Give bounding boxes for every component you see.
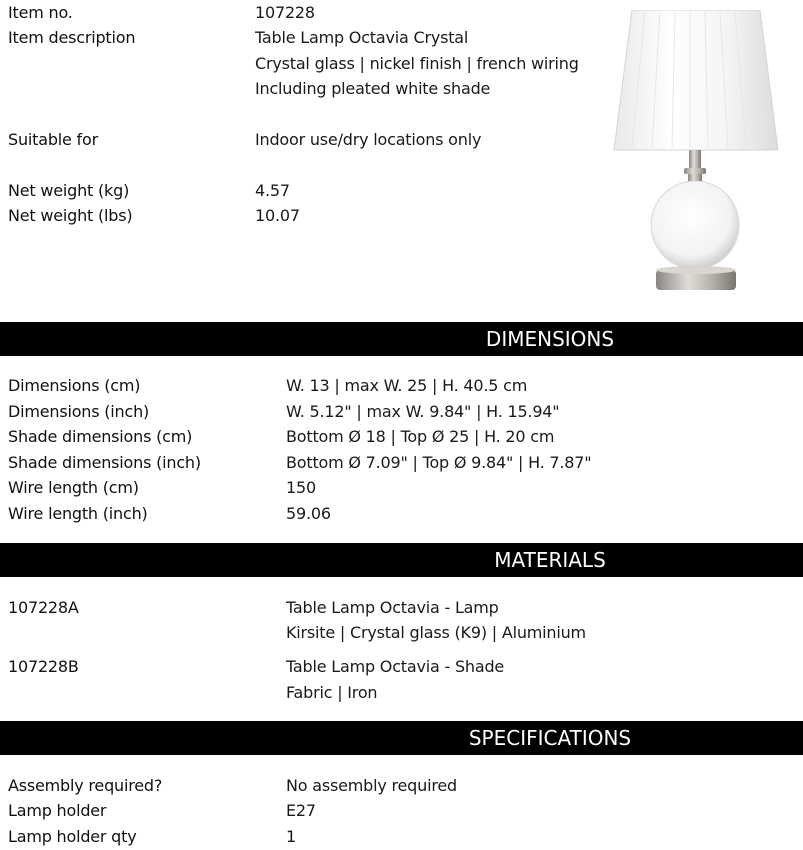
dimension-row-value: W. 5.12" | max W. 9.84" | H. 15.94" [286, 402, 560, 421]
spec-row-value: E27 [286, 801, 316, 820]
dimension-row-label: Shade dimensions (inch) [8, 453, 201, 472]
net-weight-kg-value: 4.57 [255, 181, 290, 200]
net-weight-lbs-label: Net weight (lbs) [8, 206, 133, 225]
item-description-line: Including pleated white shade [255, 79, 491, 98]
dimension-row-value: 59.06 [286, 504, 331, 523]
dimension-row-value: W. 13 | max W. 25 | H. 40.5 cm [286, 376, 528, 395]
dimension-row-label: Wire length (inch) [8, 504, 148, 523]
spec-row-label: Lamp holder qty [8, 827, 137, 846]
item-no-value: 107228 [255, 3, 315, 22]
material-code: 107228B [8, 657, 79, 676]
item-description-line: Table Lamp Octavia Crystal [255, 28, 469, 47]
dimension-row-value: 150 [286, 478, 316, 497]
spec-row-label: Lamp holder [8, 801, 107, 820]
dimension-row-label: Dimensions (inch) [8, 402, 150, 421]
material-code: 107228A [8, 598, 79, 617]
dimensions-section-header [0, 322, 803, 356]
dimension-row-value: Bottom Ø 7.09" | Top Ø 9.84" | H. 7.87" [286, 453, 592, 472]
dimension-row-value: Bottom Ø 18 | Top Ø 25 | H. 20 cm [286, 427, 555, 446]
materials-section-header [0, 543, 803, 577]
spec-row-value: No assembly required [286, 776, 457, 795]
material-line: Fabric | Iron [286, 683, 378, 702]
product-image-lamp [610, 10, 782, 300]
item-no-label: Item no. [8, 3, 73, 22]
suitable-for-label: Suitable for [8, 130, 98, 149]
materials-heading: MATERIALS [494, 548, 606, 572]
dimension-row-label: Wire length (cm) [8, 478, 139, 497]
suitable-for-value: Indoor use/dry locations only [255, 130, 482, 149]
material-line: Table Lamp Octavia - Shade [286, 657, 505, 676]
dimensions-heading: DIMENSIONS [485, 327, 615, 351]
dimension-row-label: Dimensions (cm) [8, 376, 141, 395]
specifications-heading: SPECIFICATIONS [468, 726, 632, 750]
net-weight-kg-label: Net weight (kg) [8, 181, 130, 200]
item-description-label: Item description [8, 28, 136, 47]
net-weight-lbs-value: 10.07 [255, 206, 300, 225]
spec-row-label: Assembly required? [8, 776, 163, 795]
item-description-line: Crystal glass | nickel finish | french wiring [255, 54, 579, 73]
material-line: Kirsite | Crystal glass (K9) | Aluminium [286, 623, 586, 642]
material-line: Table Lamp Octavia - Lamp [286, 598, 499, 617]
spec-row-value: 1 [286, 827, 296, 846]
dimension-row-label: Shade dimensions (cm) [8, 427, 193, 446]
specifications-section-header [0, 721, 803, 755]
